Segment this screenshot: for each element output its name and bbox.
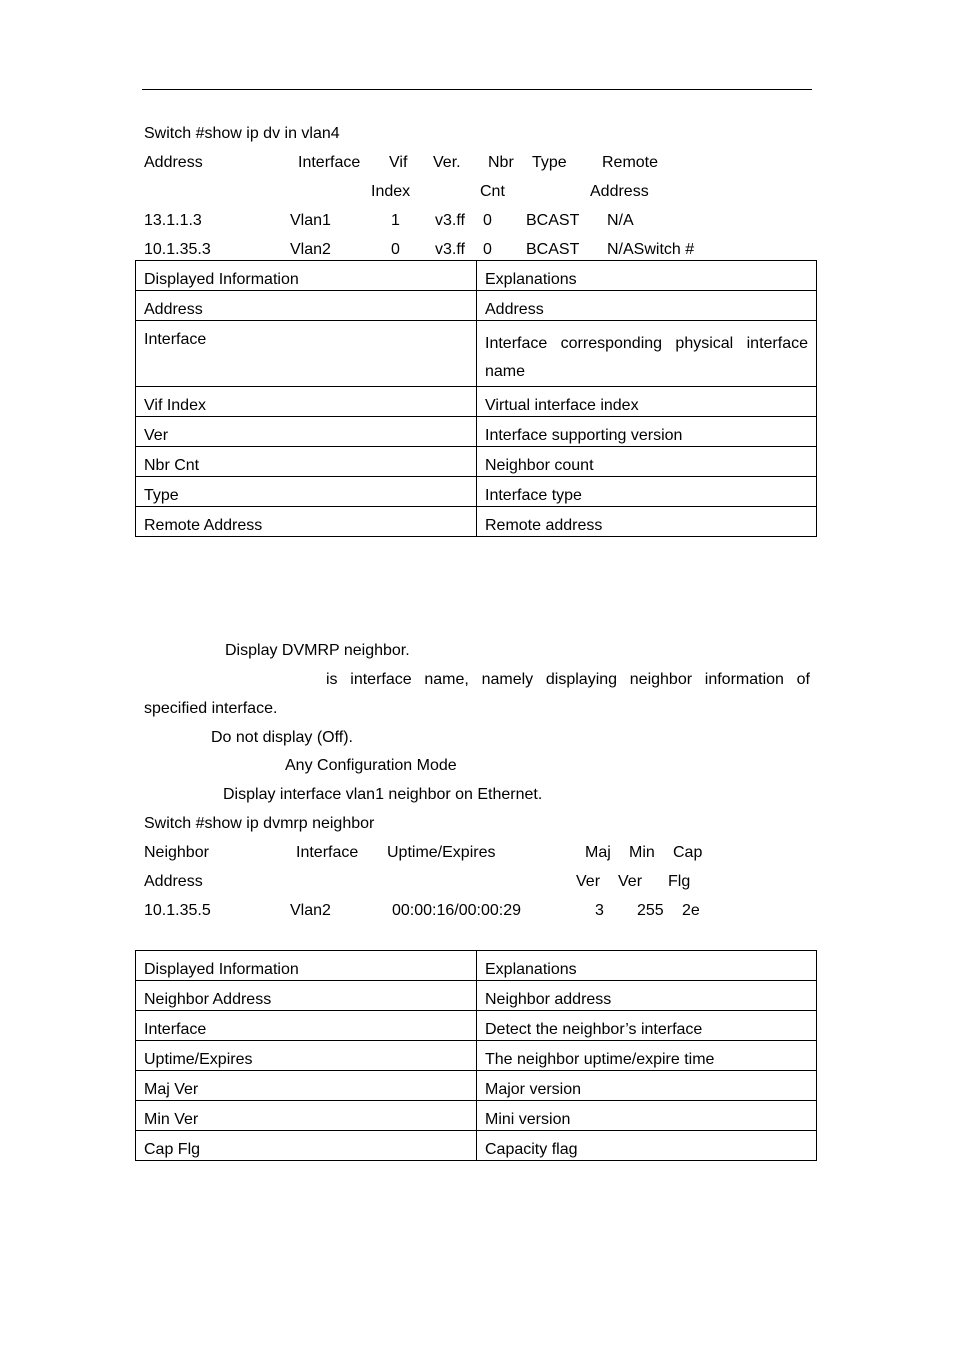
table-cell: Major version xyxy=(477,1071,817,1101)
row2-interface: Vlan2 xyxy=(290,241,331,258)
neighbor-row-min: 255 xyxy=(637,902,664,919)
row1-interface: Vlan1 xyxy=(290,212,331,229)
info-table-neighbor xyxy=(135,950,817,1161)
row2-remote: N/ASwitch # xyxy=(607,241,695,258)
col-header-interface: Interface xyxy=(298,154,361,171)
table-header-cell: Explanations xyxy=(477,261,817,291)
row1-address: 13.1.1.3 xyxy=(144,212,202,229)
row2-type: BCAST xyxy=(526,241,580,258)
table-cell: Interface supporting version xyxy=(477,417,817,447)
table-row xyxy=(136,321,817,387)
col-header-address: Address xyxy=(144,873,203,890)
table-cell: Remote address xyxy=(477,507,817,537)
table-cell: Neighbor Address xyxy=(136,981,477,1011)
col-header-remote: Remote xyxy=(602,154,659,171)
table-cell-line: Interface corresponding physical interface xyxy=(485,335,808,352)
col-header-index: Index xyxy=(371,183,411,200)
col-header-address: Address xyxy=(144,154,203,171)
col-header-neighbor: Neighbor xyxy=(144,844,209,861)
table-row xyxy=(136,1041,817,1071)
neighbor-row-maj: 3 xyxy=(595,902,604,919)
table-header-cell: Displayed Information xyxy=(136,951,477,981)
row2-ver: v3.ff xyxy=(435,241,465,258)
col-header-min: Min xyxy=(629,844,655,861)
table-row xyxy=(136,387,817,417)
table-cell: Address xyxy=(477,291,817,321)
table-cell: Min Ver xyxy=(136,1101,477,1131)
row1-remote: N/A xyxy=(607,212,634,229)
info-table-dv xyxy=(135,260,817,537)
header-rule xyxy=(142,89,812,90)
table-row xyxy=(136,1131,817,1161)
table-cell: Vif Index xyxy=(136,387,477,417)
command-show-ip-dv: Switch #show ip dv in vlan4 xyxy=(144,125,340,142)
col-header-ver: Ver. xyxy=(433,154,461,171)
col-header-vif: Vif xyxy=(389,154,408,171)
table-cell: Detect the neighbor’s interface xyxy=(477,1011,817,1041)
table-row xyxy=(136,1071,817,1101)
table-cell: Cap Flg xyxy=(136,1131,477,1161)
table-cell: Uptime/Expires xyxy=(136,1041,477,1071)
table-cell: Maj Ver xyxy=(136,1071,477,1101)
col-header-cnt: Cnt xyxy=(480,183,505,200)
table-header-cell: Displayed Information xyxy=(136,261,477,291)
table-header-cell: Explanations xyxy=(477,951,817,981)
table-header-row xyxy=(136,261,817,291)
col-header-type: Type xyxy=(532,154,567,171)
neighbor-row-uptime: 00:00:16/00:00:29 xyxy=(392,902,522,919)
default-text: Do not display (Off). xyxy=(211,729,353,746)
col-header-remote-address: Address xyxy=(590,183,649,200)
mode-text: Any Configuration Mode xyxy=(285,757,457,774)
table-cell: Address xyxy=(136,291,477,321)
row1-nbr: 0 xyxy=(483,212,492,229)
row2-address: 10.1.35.3 xyxy=(144,241,211,258)
table-row xyxy=(136,291,817,321)
table-row xyxy=(136,981,817,1011)
table-cell: Neighbor address xyxy=(477,981,817,1011)
table-header-row xyxy=(136,951,817,981)
table-cell: Mini version xyxy=(477,1101,817,1131)
col-header-maj-ver: Ver xyxy=(576,873,601,890)
table-cell: Interface xyxy=(136,321,477,387)
table-row xyxy=(136,1011,817,1041)
table-row xyxy=(136,477,817,507)
table-cell: Neighbor count xyxy=(477,447,817,477)
table-cell: Interface xyxy=(136,1011,477,1041)
table-row xyxy=(136,1101,817,1131)
col-header-min-ver: Ver xyxy=(618,873,643,890)
row2-nbr: 0 xyxy=(483,241,492,258)
table-row xyxy=(136,507,817,537)
col-header-flg: Flg xyxy=(668,873,691,890)
row1-type: BCAST xyxy=(526,212,580,229)
table-cell-line: name xyxy=(485,363,526,380)
table-row xyxy=(136,417,817,447)
example-text: Display interface vlan1 neighbor on Ethernet. xyxy=(223,786,543,803)
table-cell: Type xyxy=(136,477,477,507)
neighbor-row-cap: 2e xyxy=(682,902,700,919)
command-show-ip-dvmrp-neighbor: Switch #show ip dvmrp neighbor xyxy=(144,815,375,832)
table-cell xyxy=(477,321,817,387)
parameter-text: is interface name, namely displaying neighbor information of xyxy=(326,671,810,688)
row1-vif: 1 xyxy=(391,212,400,229)
table-row xyxy=(136,447,817,477)
parameter-text-cont: specified interface. xyxy=(144,700,278,717)
table-cell: Capacity flag xyxy=(477,1131,817,1161)
col-header-uptime: Uptime/Expires xyxy=(387,844,496,861)
table-cell: Virtual interface index xyxy=(477,387,817,417)
col-header-maj: Maj xyxy=(585,844,611,861)
row2-vif: 0 xyxy=(391,241,400,258)
table-cell: Ver xyxy=(136,417,477,447)
table-cell: Interface type xyxy=(477,477,817,507)
table-cell: Nbr Cnt xyxy=(136,447,477,477)
col-header-interface: Interface xyxy=(296,844,359,861)
neighbor-row-address: 10.1.35.5 xyxy=(144,902,211,919)
table-cell: Remote Address xyxy=(136,507,477,537)
table-cell: The neighbor uptime/expire time xyxy=(477,1041,817,1071)
neighbor-row-interface: Vlan2 xyxy=(290,902,331,919)
col-header-nbr: Nbr xyxy=(488,154,514,171)
row1-ver: v3.ff xyxy=(435,212,465,229)
col-header-cap: Cap xyxy=(673,844,703,861)
function-text: Display DVMRP neighbor. xyxy=(225,642,410,659)
